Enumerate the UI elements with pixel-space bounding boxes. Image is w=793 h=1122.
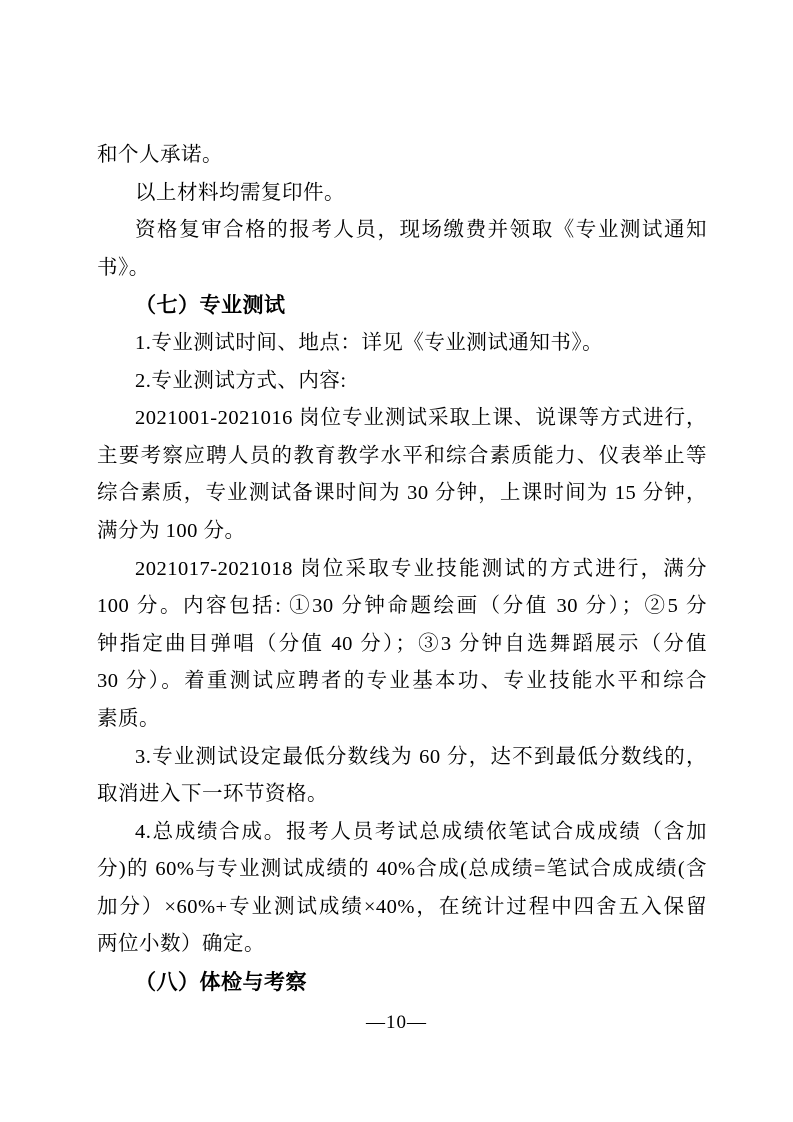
- section-heading-seven: （七）专业测试: [135, 294, 286, 318]
- paragraph-line: 两位小数）确定。: [97, 933, 265, 956]
- paragraph-line: 综合素质，专业测试备课时间为 30 分钟，上课时间为 15 分钟，: [97, 482, 707, 505]
- paragraph-line: 钟指定曲目弹唱（分值 40 分）；③3 分钟自选舞蹈展示（分值: [97, 632, 707, 655]
- paragraph-line: 主要考察应聘人员的教育教学水平和综合素质能力、仪表举止等: [97, 444, 707, 467]
- paragraph-line: 2021001-2021016 岗位专业测试采取上课、说课等方式进行，: [135, 407, 707, 430]
- paragraph-line: 4.总成绩合成。报考人员考试总成绩依笔试合成成绩（含加: [135, 820, 707, 843]
- paragraph-line: 2.专业测试方式、内容:: [135, 369, 347, 392]
- document-body: [97, 137, 707, 1002]
- paragraph-line: 满分为 100 分。: [97, 519, 246, 542]
- paragraph-line: 和个人承诺。: [97, 144, 223, 166]
- paragraph-line: 素质。: [97, 707, 160, 730]
- paragraph-line: 取消进入下一环节资格。: [97, 783, 328, 806]
- section-heading-eight: （八）体检与考察: [135, 971, 307, 995]
- paragraph-line: 分)的 60%与专业测试成绩的 40%合成(总成绩=笔试合成成绩(含: [97, 858, 707, 881]
- paragraph-line: 3.专业测试设定最低分数线为 60 分，达不到最低分数线的，: [135, 745, 707, 768]
- paragraph-line: 以上材料均需复印件。: [135, 181, 345, 204]
- paragraph-line: 30 分）。着重测试应聘者的专业基本功、专业技能水平和综合: [97, 670, 707, 693]
- paragraph-line: 2021017-2021018 岗位采取专业技能测试的方式进行，满分: [135, 557, 707, 580]
- paragraph-line: 1.专业测试时间、地点：详见《专业测试通知书》。: [135, 331, 604, 354]
- paragraph-line: 100 分。内容包括: ①30 分钟命题绘画（分值 30 分）；②5 分: [97, 595, 707, 618]
- paragraph-line: 资格复审合格的报考人员，现场缴费并领取《专业测试通知: [135, 219, 707, 242]
- paragraph-line: 加分）×60%+专业测试成绩×40%，在统计过程中四舍五入保留: [97, 895, 707, 918]
- paragraph-line: 书》。: [97, 256, 150, 279]
- page-number: —10—: [366, 1012, 427, 1033]
